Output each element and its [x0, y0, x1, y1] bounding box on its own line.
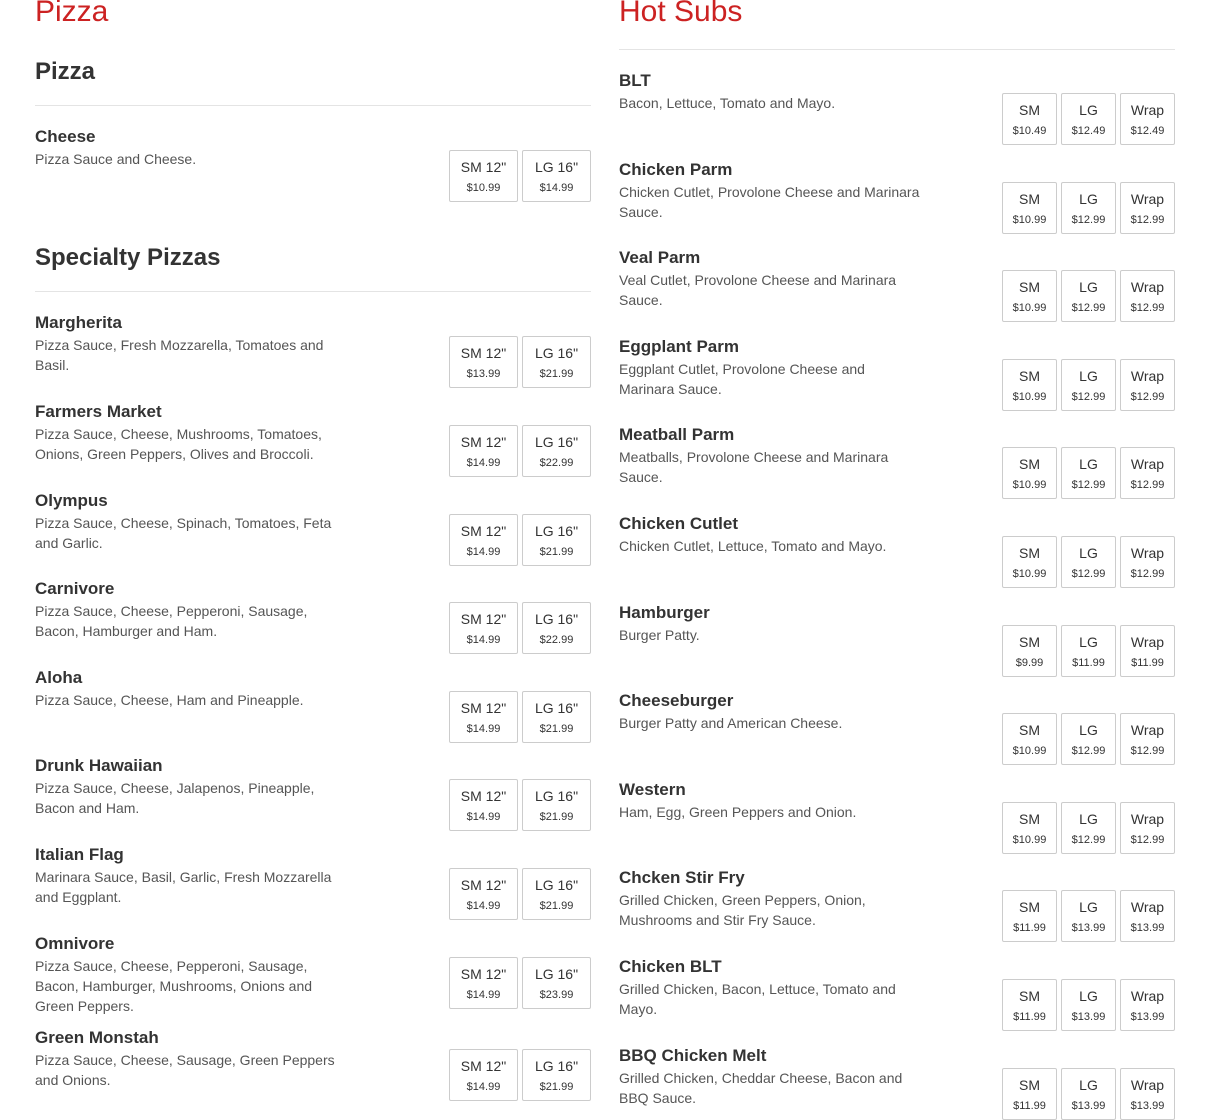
price-value: $12.99: [1130, 479, 1165, 491]
price-value: $11.99: [1072, 657, 1105, 669]
price-option-button[interactable]: [1120, 182, 1175, 234]
size-label: LG: [1079, 1077, 1098, 1093]
price-option-button[interactable]: [1120, 979, 1175, 1031]
price-value: $12.99: [1130, 568, 1165, 580]
size-label: LG 16": [534, 434, 579, 450]
price-value: $12.99: [1071, 391, 1106, 403]
price-option-button[interactable]: [1061, 182, 1116, 234]
price-option-button[interactable]: [1061, 713, 1116, 765]
price-options: [449, 150, 591, 202]
size-label: Wrap: [1130, 102, 1165, 118]
price-value: $12.99: [1071, 834, 1106, 846]
size-label: Wrap: [1130, 811, 1165, 827]
price-value: $21.99: [539, 811, 574, 823]
price-option-button[interactable]: [1061, 359, 1116, 411]
menu-item-description: Grilled Chicken, Green Peppers, Onion, Mushrooms and Stir Fry Sauce.: [619, 892, 866, 928]
size-label: SM: [1019, 279, 1040, 295]
price-option-button[interactable]: [1120, 1068, 1175, 1120]
price-value: $14.99: [539, 182, 574, 194]
size-label: LG 16": [534, 1058, 579, 1074]
size-label: SM: [1019, 722, 1040, 738]
price-option-button[interactable]: [1002, 713, 1057, 765]
price-value: $14.99: [466, 989, 501, 1001]
price-value: $10.49: [1012, 125, 1047, 137]
size-label: Wrap: [1130, 1077, 1165, 1093]
size-label: SM: [1019, 1077, 1040, 1093]
price-value: $12.99: [1130, 834, 1165, 846]
price-option-button[interactable]: [522, 691, 591, 743]
price-value: $12.99: [1071, 214, 1106, 226]
size-label: LG: [1079, 102, 1098, 118]
price-value: $12.99: [1071, 302, 1106, 314]
menu-item-description: Pizza Sauce, Cheese, Pepperoni, Sausage, Bacon, Hamburger and Ham.: [35, 603, 308, 639]
size-label: SM 12": [460, 877, 507, 893]
menu-item-name: Green Monstah: [35, 1028, 159, 1047]
size-label: SM 12": [460, 700, 507, 716]
menu-item-name: Chicken BLT: [619, 957, 722, 976]
size-label: LG: [1079, 279, 1098, 295]
price-value: $14.99: [466, 1081, 501, 1093]
price-value: $21.99: [539, 546, 574, 558]
menu-item-name: Italian Flag: [35, 845, 124, 864]
price-options: [449, 957, 591, 1009]
price-option-button[interactable]: [449, 514, 518, 566]
price-option-button[interactable]: [522, 779, 591, 831]
price-option-button[interactable]: [1061, 625, 1116, 677]
price-value: $11.99: [1013, 1011, 1046, 1023]
size-label: Wrap: [1130, 722, 1165, 738]
price-value: $12.99: [1071, 745, 1106, 757]
price-option-button[interactable]: [449, 1049, 518, 1101]
price-value: $14.99: [466, 546, 501, 558]
size-label: SM: [1019, 456, 1040, 472]
price-options: [449, 1049, 591, 1101]
size-label: LG 16": [534, 611, 579, 627]
menu-item-name: Eggplant Parm: [619, 337, 739, 356]
size-label: LG 16": [534, 159, 579, 175]
menu-item-description: Chicken Cutlet, Lettuce, Tomato and Mayo.: [619, 538, 887, 554]
menu-item-description: Eggplant Cutlet, Provolone Cheese and Marinara Sauce.: [619, 361, 865, 397]
price-value: $12.99: [1071, 568, 1106, 580]
size-label: SM 12": [460, 611, 507, 627]
size-label: Wrap: [1130, 899, 1165, 915]
price-option-button[interactable]: [522, 425, 591, 477]
price-value: $13.99: [1071, 1100, 1106, 1112]
price-option-button[interactable]: [522, 336, 591, 388]
price-value: $14.99: [466, 811, 501, 823]
price-value: $10.99: [1012, 479, 1047, 491]
subs-category-title: Hot Subs: [619, 0, 743, 28]
price-value: $13.99: [1071, 1011, 1106, 1023]
size-label: SM: [1019, 191, 1040, 207]
price-option-button[interactable]: [1120, 270, 1175, 322]
menu-item-name: Chicken Parm: [619, 160, 733, 179]
price-option-button[interactable]: [1120, 802, 1175, 854]
price-option-button[interactable]: [449, 602, 518, 654]
price-value: $10.99: [1012, 568, 1047, 580]
size-label: LG: [1079, 811, 1098, 827]
price-value: $9.99: [1015, 657, 1044, 669]
size-label: Wrap: [1130, 368, 1165, 384]
size-label: LG 16": [534, 523, 579, 539]
menu-item-name: BBQ Chicken Melt: [619, 1046, 767, 1065]
size-label: Wrap: [1130, 545, 1165, 561]
size-label: LG 16": [534, 700, 579, 716]
price-option-button[interactable]: [1002, 625, 1057, 677]
price-value: $22.99: [539, 457, 574, 469]
size-label: SM: [1019, 811, 1040, 827]
menu-item-description: Pizza Sauce, Fresh Mozzarella, Tomatoes and Basil.: [35, 337, 324, 373]
price-option-button[interactable]: [1002, 447, 1057, 499]
size-label: SM: [1019, 634, 1040, 650]
price-value: $13.99: [1130, 922, 1165, 934]
size-label: SM: [1019, 899, 1040, 915]
price-option-button[interactable]: [1061, 536, 1116, 588]
size-label: SM 12": [460, 159, 507, 175]
size-label: LG: [1079, 368, 1098, 384]
price-value: $10.99: [1012, 834, 1047, 846]
menu-item-description: Pizza Sauce and Cheese.: [35, 151, 197, 167]
price-option-button[interactable]: [1002, 536, 1057, 588]
size-label: SM: [1019, 102, 1040, 118]
price-options: [1002, 802, 1175, 854]
price-option-button[interactable]: [1120, 93, 1175, 145]
price-option-button[interactable]: [1120, 536, 1175, 588]
price-option-button[interactable]: [1061, 447, 1116, 499]
size-label: SM 12": [460, 788, 507, 804]
menu-item-description: Burger Patty.: [619, 627, 700, 643]
price-options: [1002, 713, 1175, 765]
menu-item-name: Farmers Market: [35, 402, 162, 421]
price-option-button[interactable]: [1061, 93, 1116, 145]
price-value: $11.99: [1131, 657, 1164, 669]
price-value: $12.99: [1130, 391, 1165, 403]
price-options: [1002, 625, 1175, 677]
price-value: $21.99: [539, 368, 574, 380]
price-value: $14.99: [466, 457, 501, 469]
price-options: [1002, 890, 1175, 942]
menu-item-name: Meatball Parm: [619, 425, 735, 444]
price-option-button[interactable]: [1061, 979, 1116, 1031]
menu-item-name: Chcken Stir Fry: [619, 868, 745, 887]
price-value: $21.99: [539, 900, 574, 912]
price-option-button[interactable]: [1120, 890, 1175, 942]
price-value: $12.99: [1130, 214, 1165, 226]
price-option-button[interactable]: [1061, 1068, 1116, 1120]
price-value: $10.99: [1012, 214, 1047, 226]
size-label: LG 16": [534, 877, 579, 893]
price-options: [449, 602, 591, 654]
menu-item-name: Olympus: [35, 491, 108, 510]
price-option-button[interactable]: [1002, 270, 1057, 322]
menu-item-description: Pizza Sauce, Cheese, Sausage, Green Peppers and Onions.: [35, 1052, 335, 1088]
price-option-button[interactable]: [1061, 802, 1116, 854]
menu-item-name: Cheeseburger: [619, 691, 734, 710]
menu-item-name: Chicken Cutlet: [619, 514, 739, 533]
price-option-button[interactable]: [522, 602, 591, 654]
menu-item-name: Aloha: [35, 668, 83, 687]
size-label: Wrap: [1130, 634, 1165, 650]
size-label: SM 12": [460, 523, 507, 539]
size-label: LG: [1079, 191, 1098, 207]
price-options: [1002, 979, 1175, 1031]
menu-item-description: Pizza Sauce, Cheese, Jalapenos, Pineapple, Bacon and Ham.: [35, 780, 315, 816]
price-option-button[interactable]: [1120, 713, 1175, 765]
size-label: LG 16": [534, 345, 579, 361]
price-option-button[interactable]: [1002, 359, 1057, 411]
price-options: [1002, 359, 1175, 411]
price-option-button[interactable]: [449, 691, 518, 743]
size-label: LG: [1079, 722, 1098, 738]
menu-item-name: BLT: [619, 71, 651, 90]
price-value: $14.99: [466, 723, 501, 735]
price-value: $10.99: [1012, 302, 1047, 314]
menu-item-description: Grilled Chicken, Bacon, Lettuce, Tomato and Mayo.: [619, 981, 896, 1017]
size-label: LG: [1079, 634, 1098, 650]
price-options: [449, 425, 591, 477]
price-options: [449, 336, 591, 388]
price-options: [449, 514, 591, 566]
menu-item-description: Pizza Sauce, Cheese, Pepperoni, Sausage, Bacon, Hamburger, Mushrooms, Onions and Green Peppers.: [35, 958, 313, 1014]
price-option-button[interactable]: [1061, 890, 1116, 942]
menu-item-name: Omnivore: [35, 934, 115, 953]
size-label: SM: [1019, 988, 1040, 1004]
menu-item-description: Ham, Egg, Green Peppers and Onion.: [619, 804, 857, 820]
size-label: LG: [1079, 456, 1098, 472]
price-value: $13.99: [466, 368, 501, 380]
price-value: $10.99: [1012, 745, 1047, 757]
price-options: [1002, 1068, 1175, 1120]
price-option-button[interactable]: [1120, 625, 1175, 677]
size-label: SM: [1019, 368, 1040, 384]
price-value: $22.99: [539, 634, 574, 646]
specialty-section-title: Specialty Pizzas: [35, 244, 221, 271]
price-options: [1002, 270, 1175, 322]
price-value: $10.99: [1012, 391, 1047, 403]
price-value: $12.99: [1130, 302, 1165, 314]
size-label: LG: [1079, 545, 1098, 561]
menu-item-name: Cheese: [35, 127, 96, 146]
price-option-button[interactable]: [522, 514, 591, 566]
price-option-button[interactable]: [449, 336, 518, 388]
price-option-button[interactable]: [522, 868, 591, 920]
size-label: SM 12": [460, 966, 507, 982]
subs-section-divider: [619, 49, 1175, 50]
size-label: Wrap: [1130, 191, 1165, 207]
price-option-button[interactable]: [1002, 979, 1057, 1031]
size-label: LG: [1079, 899, 1098, 915]
price-value: $12.49: [1071, 125, 1106, 137]
price-option-button[interactable]: [1120, 447, 1175, 499]
menu-item-description: Pizza Sauce, Cheese, Ham and Pineapple.: [35, 692, 304, 708]
menu-item-description: Veal Cutlet, Provolone Cheese and Marinara Sauce.: [619, 272, 897, 308]
price-value: $12.99: [1071, 479, 1106, 491]
price-value: $12.49: [1130, 125, 1165, 137]
price-value: $10.99: [466, 182, 501, 194]
size-label: Wrap: [1130, 279, 1165, 295]
price-options: [449, 691, 591, 743]
price-value: $21.99: [539, 1081, 574, 1093]
menu-item-description: Burger Patty and American Cheese.: [619, 715, 843, 731]
price-options: [1002, 447, 1175, 499]
price-value: $13.99: [1130, 1100, 1165, 1112]
price-value: $21.99: [539, 723, 574, 735]
menu-item-description: Marinara Sauce, Basil, Garlic, Fresh Mozzarella and Eggplant.: [35, 869, 332, 905]
price-option-button[interactable]: [1002, 182, 1057, 234]
price-option-button[interactable]: [1002, 802, 1057, 854]
price-option-button[interactable]: [1002, 890, 1057, 942]
price-option-button[interactable]: [522, 957, 591, 1009]
price-options: [1002, 182, 1175, 234]
size-label: SM 12": [460, 345, 507, 361]
price-option-button[interactable]: [1120, 359, 1175, 411]
price-value: $13.99: [1071, 922, 1106, 934]
price-option-button[interactable]: [1002, 93, 1057, 145]
menu-item-description: Meatballs, Provolone Cheese and Marinara Sauce.: [619, 449, 889, 485]
menu-item-name: Drunk Hawaiian: [35, 756, 163, 775]
price-option-button[interactable]: [1002, 1068, 1057, 1120]
menu-item-description: Pizza Sauce, Cheese, Mushrooms, Tomatoes, Onions, Green Peppers, Olives and Broccoli.: [35, 426, 322, 462]
price-option-button[interactable]: [449, 150, 518, 202]
menu-item-description: Chicken Cutlet, Provolone Cheese and Marinara Sauce.: [619, 184, 920, 220]
menu-item-description: Bacon, Lettuce, Tomato and Mayo.: [619, 95, 836, 111]
price-options: [1002, 93, 1175, 145]
price-value: $12.99: [1130, 745, 1165, 757]
price-value: $11.99: [1013, 922, 1046, 934]
price-value: $23.99: [539, 989, 574, 1001]
pizza-category-title: Pizza: [35, 0, 109, 28]
price-options: [1002, 536, 1175, 588]
size-label: Wrap: [1130, 988, 1165, 1004]
price-option-button[interactable]: [449, 868, 518, 920]
price-option-button[interactable]: [449, 779, 518, 831]
size-label: LG 16": [534, 788, 579, 804]
specialty-section-divider: [35, 291, 591, 292]
menu-item-description: Grilled Chicken, Cheddar Cheese, Bacon and BBQ Sauce.: [619, 1070, 903, 1106]
price-value: $13.99: [1130, 1011, 1165, 1023]
price-option-button[interactable]: [449, 425, 518, 477]
pizza-section-divider: [35, 105, 591, 106]
size-label: LG: [1079, 988, 1098, 1004]
price-options: [449, 868, 591, 920]
size-label: SM: [1019, 545, 1040, 561]
menu-item-name: Hamburger: [619, 603, 710, 622]
price-option-button[interactable]: [522, 1049, 591, 1101]
price-options: [449, 779, 591, 831]
size-label: Wrap: [1130, 456, 1165, 472]
menu-item-name: Western: [619, 780, 686, 799]
pizza-section-title: Pizza: [35, 58, 96, 85]
price-option-button[interactable]: [449, 957, 518, 1009]
size-label: SM 12": [460, 1058, 507, 1074]
price-value: $11.99: [1013, 1100, 1046, 1112]
menu-item-name: Margherita: [35, 313, 122, 332]
price-option-button[interactable]: [1061, 270, 1116, 322]
menu-item-description: Pizza Sauce, Cheese, Spinach, Tomatoes, Feta and Garlic.: [35, 515, 332, 551]
menu-item-name: Veal Parm: [619, 248, 701, 267]
price-value: $14.99: [466, 634, 501, 646]
price-value: $14.99: [466, 900, 501, 912]
menu-item-name: Carnivore: [35, 579, 115, 598]
size-label: SM 12": [460, 434, 507, 450]
size-label: LG 16": [534, 966, 579, 982]
price-option-button[interactable]: [522, 150, 591, 202]
